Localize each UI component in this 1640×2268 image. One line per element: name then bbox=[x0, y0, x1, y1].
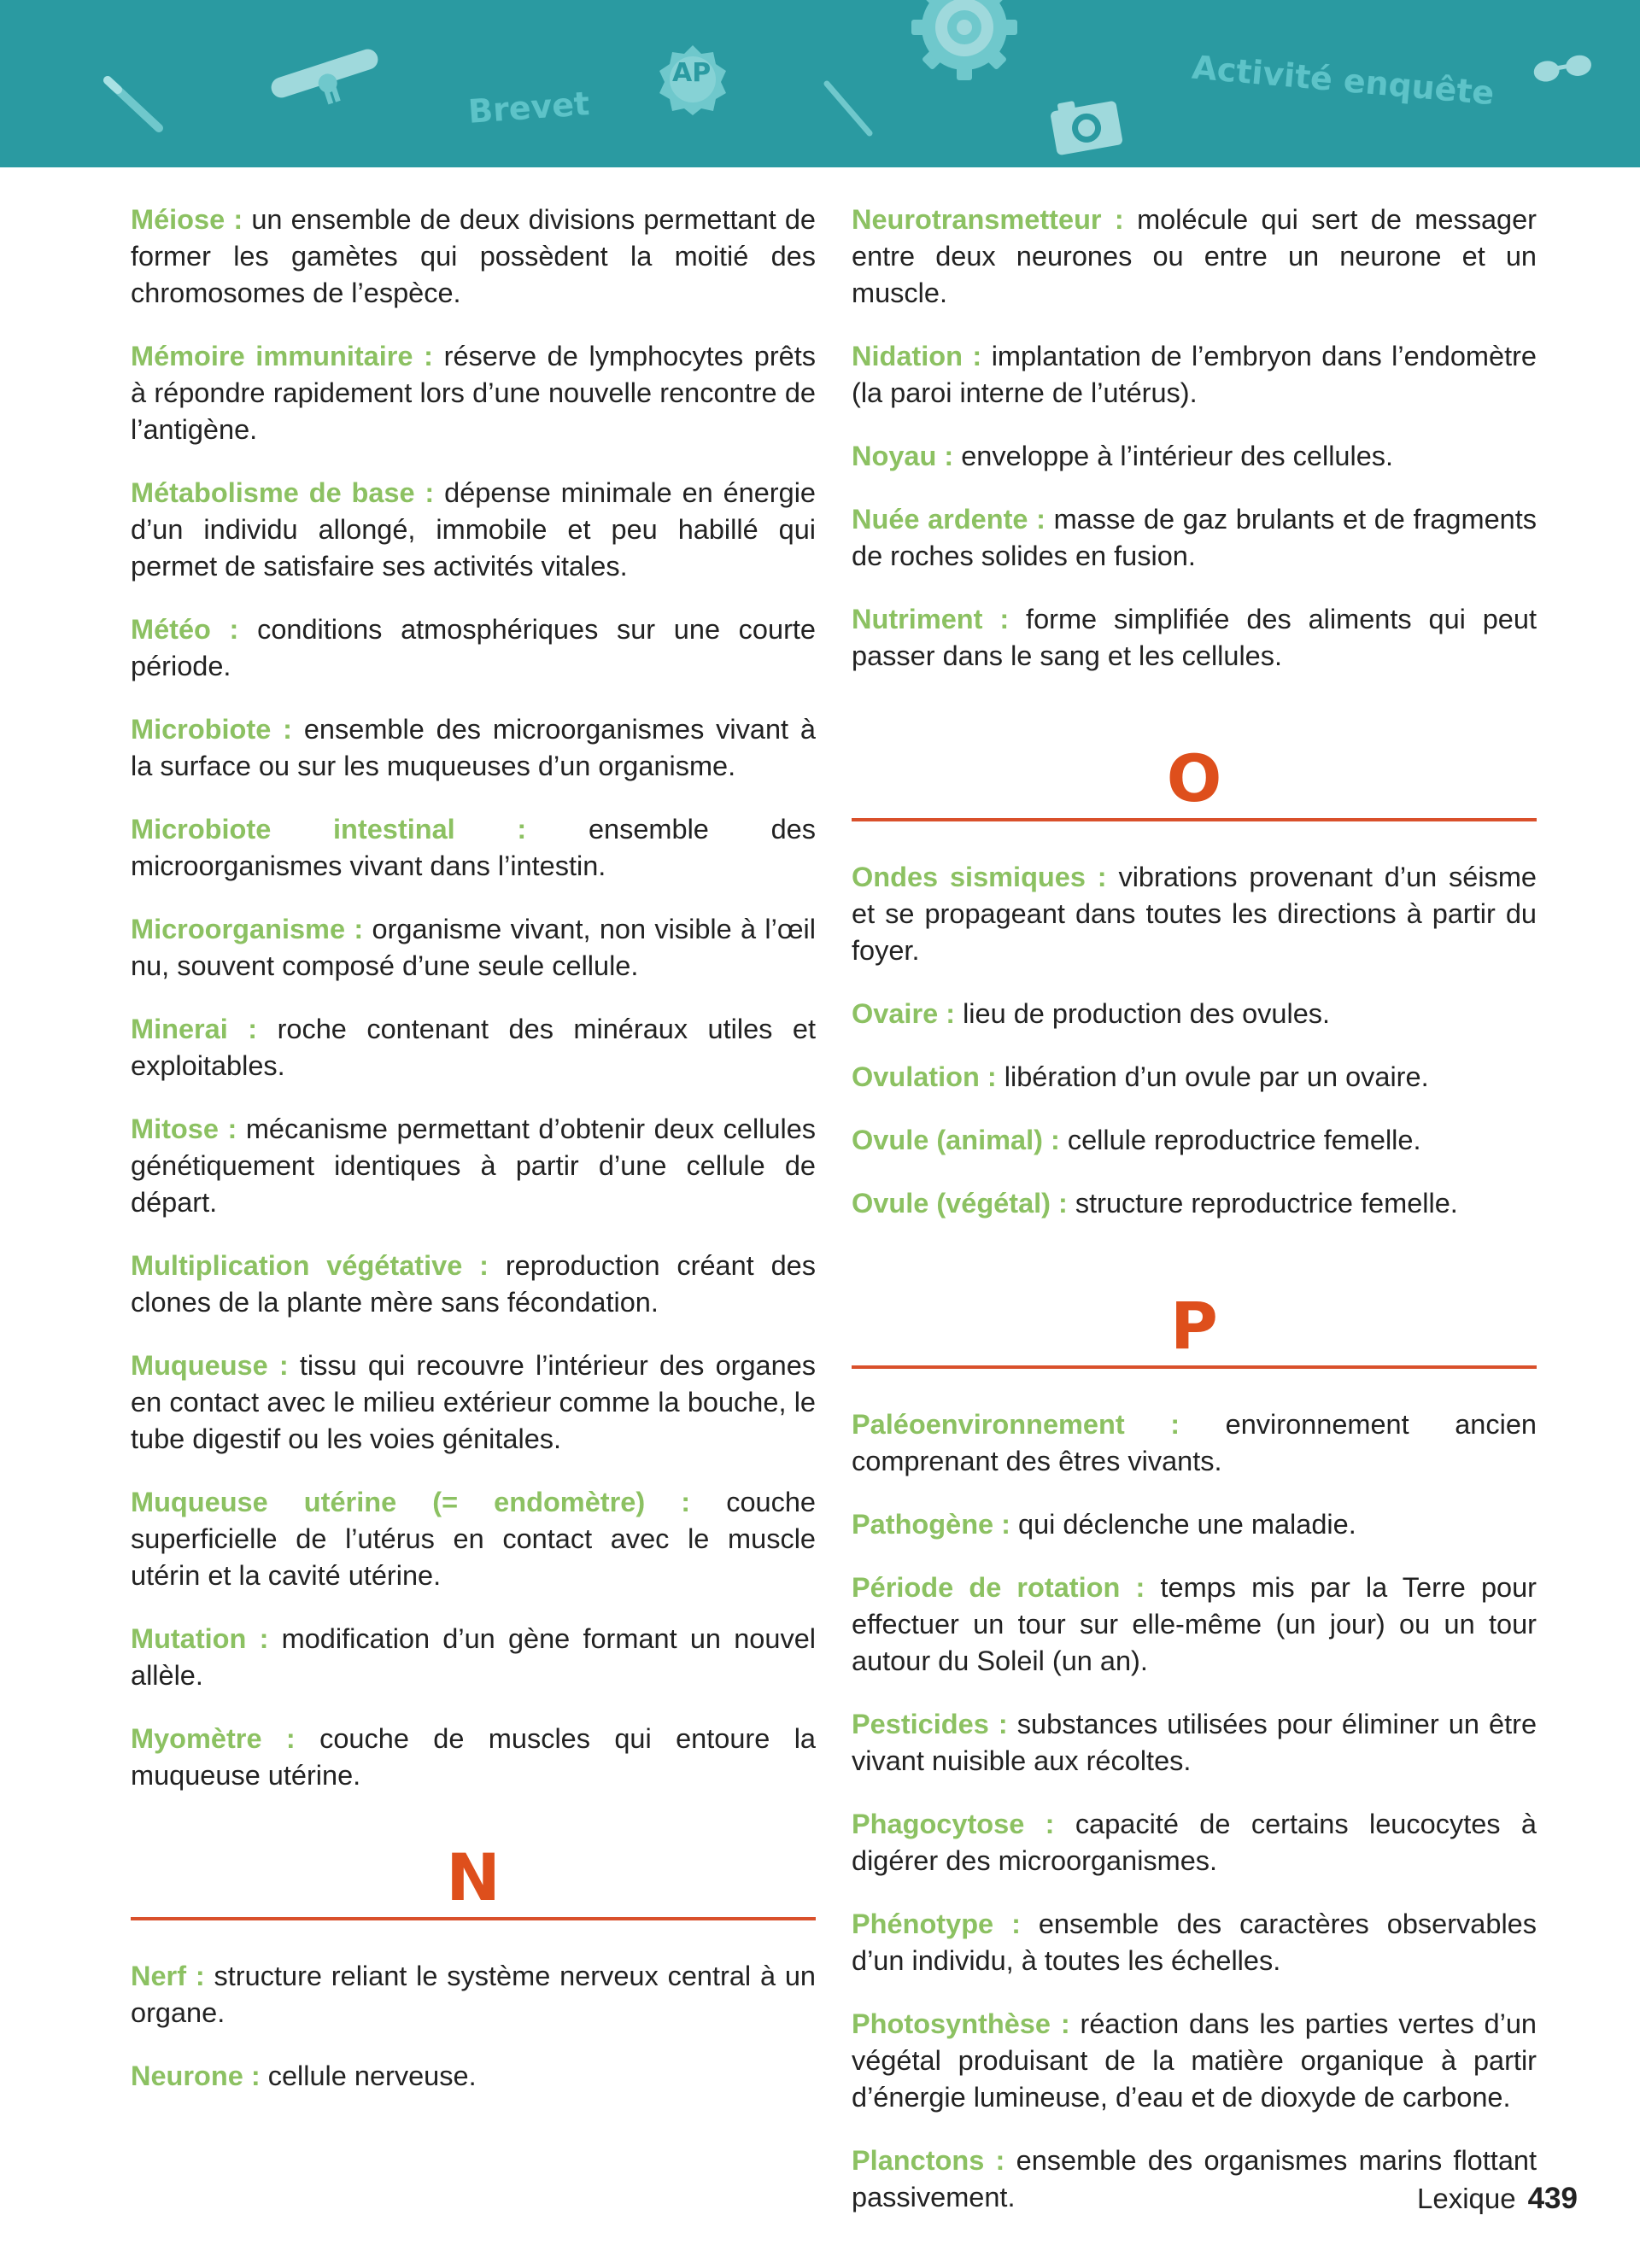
right-column bbox=[852, 202, 1537, 2242]
glossary-definition: ensemble des microorganismes vivant à la surface ou sur les muqueuses d’un organisme. bbox=[131, 714, 817, 781]
glossary-definition: cellule nerveuse. bbox=[267, 2060, 477, 2091]
glossary-definition: réaction dans les parties vertes d’un végétal produisant de la matière organique à partir d’énergie lumineuse, d’eau et de dioxyde de carbone. bbox=[852, 2008, 1538, 2113]
glossary-definition: libération d’un ovule par un ovaire. bbox=[1004, 1061, 1429, 1092]
glossary-entry bbox=[852, 1059, 1537, 1096]
glossary-term: Ovulation : bbox=[852, 1061, 997, 1092]
glossary-entry bbox=[131, 338, 816, 448]
glossary-definition: tissu qui recouvre l’intérieur des organes en contact avec le milieu extérieur comme la bouche, le tube digestif ou les voies génitales. bbox=[131, 1350, 817, 1454]
glossary-entry bbox=[131, 202, 816, 312]
glossary-entry bbox=[852, 202, 1537, 312]
glossary-term: Pesticides : bbox=[852, 1709, 1008, 1739]
glossary-definition: capacité de certains leucocytes à digérer des microorganismes. bbox=[852, 1809, 1538, 1876]
entries-n-right bbox=[852, 202, 1537, 675]
section-o-heading bbox=[852, 740, 1537, 821]
glossary-term: Méiose : bbox=[131, 204, 243, 235]
glossary-term: Ondes sismiques : bbox=[852, 862, 1107, 892]
pen-icon bbox=[101, 73, 169, 137]
glossary-entry bbox=[131, 475, 816, 585]
glossary-entry bbox=[131, 711, 816, 785]
pencil-icon bbox=[820, 77, 876, 140]
glossary-entry bbox=[131, 1347, 816, 1458]
glossary-term: Planctons : bbox=[852, 2145, 1005, 2176]
glasses-icon bbox=[1529, 48, 1597, 85]
ap-label: AP bbox=[672, 58, 712, 88]
glossary-entry bbox=[852, 1122, 1537, 1159]
glossary-term: Minerai : bbox=[131, 1014, 258, 1044]
glossary-term: Muqueuse utérine (= endomètre) : bbox=[131, 1487, 691, 1517]
glossary-term: Ovule (animal) : bbox=[852, 1125, 1060, 1155]
glossary-entry bbox=[852, 1406, 1537, 1480]
glossary-term: Période de rotation : bbox=[852, 1572, 1145, 1603]
glossary-definition: temps mis par la Terre pour effectuer un tour sur elle-même (un jour) ou un tour autour du Soleil (un an). bbox=[852, 1572, 1537, 1676]
glossary-term: Phagocytose : bbox=[852, 1809, 1055, 1839]
activite-enquete-label: Activité enquête bbox=[1190, 48, 1496, 113]
glossary-entry bbox=[131, 1484, 816, 1594]
glossary-definition: environnement ancien comprenant des êtres vivants. bbox=[852, 1409, 1537, 1476]
glossary-definition: ensemble des microorganismes vivant dans l’intestin. bbox=[131, 814, 816, 881]
glossary-definition: modification d’un gène formant un nouvel allèle. bbox=[131, 1623, 816, 1691]
letter-p: P bbox=[1170, 1288, 1218, 1364]
section-n-heading bbox=[131, 1839, 816, 1920]
glossary-term: Nidation : bbox=[852, 341, 982, 371]
glossary-term: Photosynthèse : bbox=[852, 2008, 1070, 2039]
glossary-definition: structure reliant le système nerveux central à un organe. bbox=[131, 1961, 817, 2028]
glossary-definition: molécule qui sert de messager entre deux neurones ou entre un neurone et un muscle. bbox=[852, 204, 1537, 308]
header-banner bbox=[0, 0, 1640, 167]
entries-p bbox=[852, 1406, 1537, 2216]
glossary-definition: dépense minimale en énergie d’un individu allongé, immobile et peu habillé qui permet de satisfaire ses activités vitales. bbox=[131, 477, 816, 582]
glossary-term: Mémoire immunitaire : bbox=[131, 341, 433, 371]
glossary-definition: forme simplifiée des aliments qui peut passer dans le sang et les cellules. bbox=[852, 604, 1537, 671]
glossary-definition: cellule reproductrice femelle. bbox=[1067, 1125, 1421, 1155]
diploma-icon bbox=[261, 39, 389, 108]
glossary-term: Paléoenvironnement : bbox=[852, 1409, 1180, 1440]
glossary-term: Multiplication végétative : bbox=[131, 1250, 489, 1281]
letter-n: N bbox=[446, 1839, 501, 1915]
glossary-definition: ensemble des caractères observables d’un individu, à toutes les échelles. bbox=[852, 1909, 1537, 1976]
gear-icon bbox=[909, 0, 1020, 80]
glossary-term: Pathogène : bbox=[852, 1509, 1010, 1540]
glossary-term: Métabolisme de base : bbox=[131, 477, 435, 508]
glossary-entry bbox=[852, 338, 1537, 412]
glossary-term: Ovaire : bbox=[852, 998, 956, 1029]
glossary-entry bbox=[852, 1806, 1537, 1879]
entries-o bbox=[852, 859, 1537, 1222]
glossary-term: Nuée ardente : bbox=[852, 504, 1046, 535]
glossary-term: Neurotransmetteur : bbox=[852, 204, 1124, 235]
glossary-entry bbox=[852, 601, 1537, 675]
glossary-term: Myomètre : bbox=[131, 1723, 296, 1754]
glossary-entry bbox=[131, 1111, 816, 1221]
glossary-entry bbox=[131, 611, 816, 685]
glossary-definition: masse de gaz brulants et de fragments de roches solides en fusion. bbox=[852, 504, 1537, 571]
glossary-entry bbox=[131, 1621, 816, 1694]
glossary-entry bbox=[131, 811, 816, 885]
glossary-definition: qui déclenche une maladie. bbox=[1018, 1509, 1356, 1540]
glossary-definition: implantation de l’embryon dans l’endomètre (la paroi interne de l’utérus). bbox=[852, 341, 1537, 408]
page-footer bbox=[1417, 2182, 1578, 2216]
glossary-entry bbox=[131, 1011, 816, 1084]
glossary-entry bbox=[852, 1569, 1537, 1680]
glossary-term: Mitose : bbox=[131, 1114, 237, 1144]
footer-section-label: Lexique bbox=[1416, 2183, 1516, 2214]
glossary-entry bbox=[852, 996, 1537, 1032]
glossary-definition: conditions atmosphériques sur une courte période. bbox=[131, 614, 817, 681]
glossary-term: Muqueuse : bbox=[131, 1350, 289, 1381]
glossary-entry bbox=[852, 859, 1537, 969]
glossary-definition: couche superficielle de l’utérus en contact avec le muscle utérin et la cavité utérine. bbox=[131, 1487, 816, 1591]
glossary-definition: structure reproductrice femelle. bbox=[1075, 1188, 1458, 1219]
letter-o: O bbox=[1166, 740, 1222, 816]
glossary-definition: vibrations provenant d’un séisme et se propageant dans toutes les directions à partir du foyer. bbox=[852, 862, 1538, 966]
glossary-term: Mutation : bbox=[131, 1623, 269, 1654]
glossary-definition: reproduction créant des clones de la plante mère sans fécondation. bbox=[131, 1250, 816, 1318]
glossary-entry bbox=[852, 2006, 1537, 2116]
glossary-definition: ensemble des organismes marins flottant passivement. bbox=[852, 2145, 1538, 2212]
glossary-term: Phénotype : bbox=[852, 1909, 1021, 1939]
glossary-entry bbox=[131, 911, 816, 985]
glossary-entry bbox=[852, 501, 1537, 575]
glossary-entry bbox=[131, 2058, 816, 2095]
glossary-definition: enveloppe à l’intérieur des cellules. bbox=[961, 441, 1394, 471]
glossary-entry bbox=[852, 1906, 1537, 1979]
glossary-definition: couche de muscles qui entoure la muqueuse utérine. bbox=[131, 1723, 816, 1791]
left-column bbox=[131, 202, 816, 2121]
entries-m bbox=[131, 202, 816, 1794]
glossary-definition: lieu de production des ovules. bbox=[963, 998, 1331, 1029]
glossary-entry bbox=[852, 1506, 1537, 1543]
glossary-entry bbox=[131, 1958, 816, 2031]
glossary-term: Microbiote intestinal : bbox=[131, 814, 527, 845]
glossary-entry bbox=[852, 438, 1537, 475]
glossary-term: Nerf : bbox=[131, 1961, 205, 1991]
glossary-definition: réserve de lymphocytes prêts à répondre rapidement lors d’une nouvelle rencontre de l’antigène. bbox=[131, 341, 817, 445]
camera-icon bbox=[1047, 89, 1124, 157]
glossary-entry bbox=[131, 1248, 816, 1321]
glossary-term: Ovule (végétal) : bbox=[852, 1188, 1068, 1219]
glossary-term: Nutriment : bbox=[852, 604, 1010, 634]
glossary-term: Microbiote : bbox=[131, 714, 292, 745]
glossary-entry bbox=[852, 1185, 1537, 1222]
glossary-definition: mécanisme permettant d’obtenir deux cellules génétiquement identiques à partir d’une cellule de départ. bbox=[131, 1114, 817, 1218]
glossary-term: Noyau : bbox=[852, 441, 954, 471]
glossary-entry bbox=[852, 1706, 1537, 1780]
glossary-entry bbox=[131, 1721, 816, 1794]
glossary-definition: substances utilisées pour éliminer un être vivant nuisible aux récoltes. bbox=[852, 1709, 1538, 1776]
page-number: 439 bbox=[1527, 2182, 1578, 2215]
brevet-label: Brevet bbox=[466, 85, 591, 131]
glossary-definition: un ensemble de deux divisions permettant de former les gamètes qui possèdent la moitié des chromosomes de l’espèce. bbox=[131, 204, 817, 308]
glossary-term: Microorganisme : bbox=[131, 914, 364, 944]
section-p-heading bbox=[852, 1288, 1537, 1369]
glossary-term: Météo : bbox=[131, 614, 239, 645]
glossary-definition: roche contenant des minéraux utiles et exploitables. bbox=[131, 1014, 817, 1081]
glossary-definition: organisme vivant, non visible à l’œil nu, souvent composé d’une seule cellule. bbox=[131, 914, 816, 981]
entries-n-left bbox=[131, 1958, 816, 2095]
glossary-term: Neurone : bbox=[131, 2060, 261, 2091]
